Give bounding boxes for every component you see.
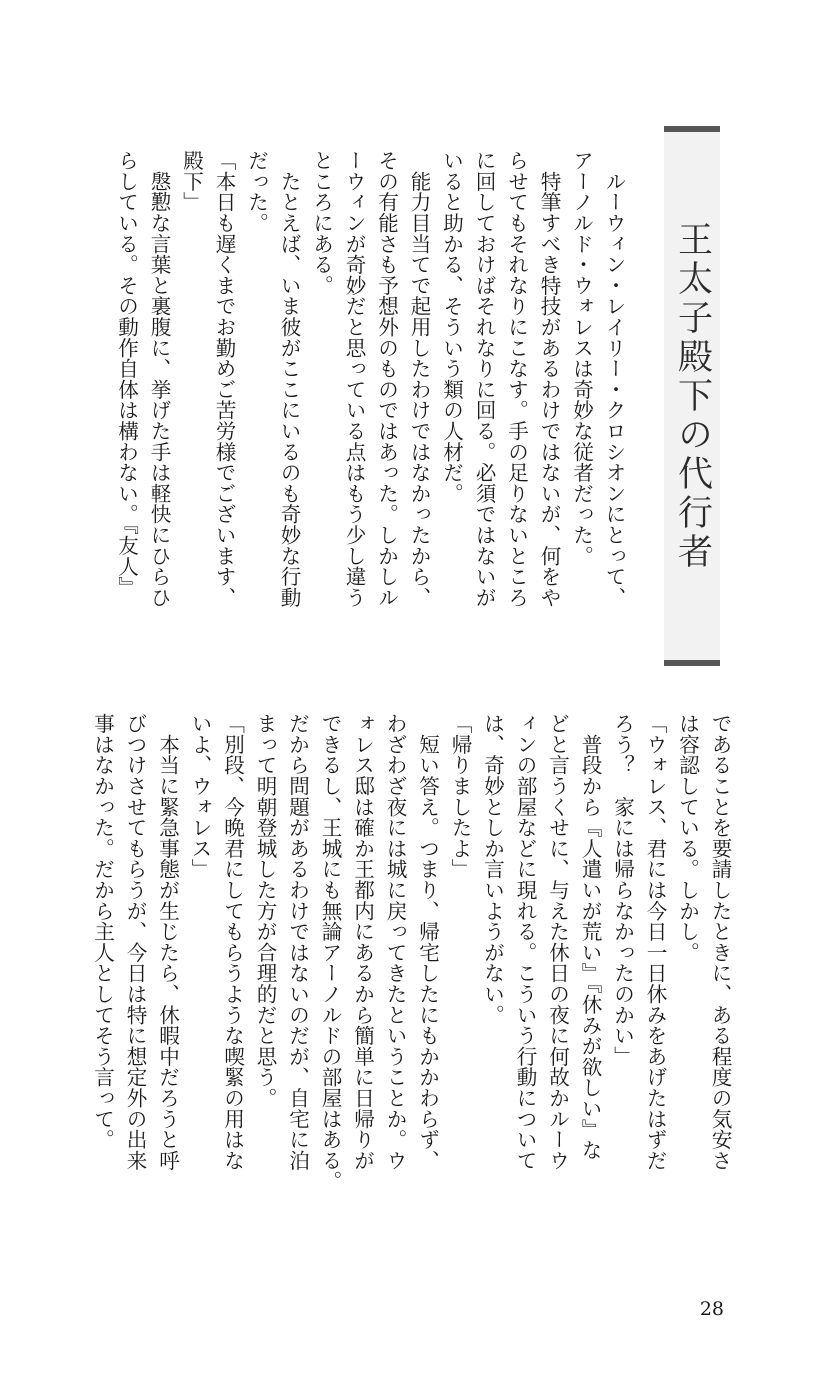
text-line: 慇懃な言葉と裏腹に、挙げた手は軽快にひらひ <box>147 150 171 608</box>
text-line: は容認している。しかし。 <box>675 713 700 963</box>
text-line: らしている。その動作自体は構わない。『友人』 <box>114 150 139 598</box>
text-line: いよ、ウォレス」 <box>188 713 212 880</box>
text-line: であることを要請したときに、ある程度の気安さ <box>708 713 732 1171</box>
text-line: 「別段、今晩君にしてもらうような喫緊の用はな <box>220 713 245 1171</box>
text-line: に回しておけばそれなりに回る。必須ではないが <box>472 150 496 608</box>
text-line: できるし、王城にも無論アーノルドの部屋はある。 <box>318 713 342 1192</box>
chapter-title: 王太子殿下の代行者 <box>672 220 713 572</box>
text-line: ルーウィン・レイリー・クロシオンにとって、 <box>602 150 626 608</box>
text-line: らせてもそれなりにこなす。手の足りないところ <box>504 150 529 608</box>
text-line: いると助かる、そういう類の人材だ。 <box>439 150 464 504</box>
text-line: 「帰りましたよ」 <box>448 713 472 880</box>
text-line: アーノルド・ウォレスは奇妙な従者だった。 <box>569 150 594 566</box>
text-line: ろう？ 家には帰らなかったのかい」 <box>610 713 635 1067</box>
text-line: ィンの部屋などに現れる。こういう行動について <box>513 713 537 1171</box>
text-line: びつけさせてもらうが、今日は特に想定外の出来 <box>123 713 147 1171</box>
text-line: たとえば、いま彼がここにいるのも奇妙な行動 <box>277 150 301 608</box>
text-line: ところにある。 <box>309 150 334 296</box>
text-line: 特筆すべき特技があるわけではないが、何をや <box>537 150 561 608</box>
text-line: 「本日も遅くまでお勤めご苦労様でございます、 <box>212 150 236 608</box>
upper-text-block <box>110 150 630 650</box>
text-line: ーウィンが奇妙だと思っている点はもう少し違う <box>342 150 366 608</box>
text-line: 本当に緊急事態が生じたら、休暇中だろうと呼 <box>155 713 180 1171</box>
text-line: だから問題があるわけではないのだが、自宅に泊 <box>285 713 310 1171</box>
text-line: わざわざ夜には城に戻ってきたということか。ウ <box>383 713 407 1171</box>
text-line: その有能さも予想外のものではあった。しかしル <box>374 150 399 608</box>
text-line: 殿下」 <box>179 150 204 213</box>
text-line: 短い答え。つまり、帰宅したにもかかわらず、 <box>415 713 440 1171</box>
text-line: 普段から『人遣いが荒い』『休みが欲しい』な <box>578 713 602 1161</box>
text-line: 「ウォレス、君には今日一日休みをあげたはずだ <box>643 713 667 1171</box>
chapter-title-box <box>664 126 720 666</box>
text-line: ォレス邸は確か王都内にあるから簡単に日帰りが <box>350 713 375 1171</box>
text-line: 能力目当てで起用したわけではなかったから、 <box>407 150 431 608</box>
text-line: 事はなかった。だから主人としてそう言って。 <box>90 713 115 1150</box>
text-line: どと言うくせに、与えた休日の夜に何故かルーウ <box>545 713 570 1171</box>
text-line: は、奇妙としか言いようがない。 <box>480 713 505 1025</box>
text-line: まって明朝登城した方が合理的だと思う。 <box>253 713 277 1109</box>
text-line: だった。 <box>244 150 269 234</box>
lower-text-block <box>86 713 736 1263</box>
page-number: 28 <box>699 1298 724 1320</box>
